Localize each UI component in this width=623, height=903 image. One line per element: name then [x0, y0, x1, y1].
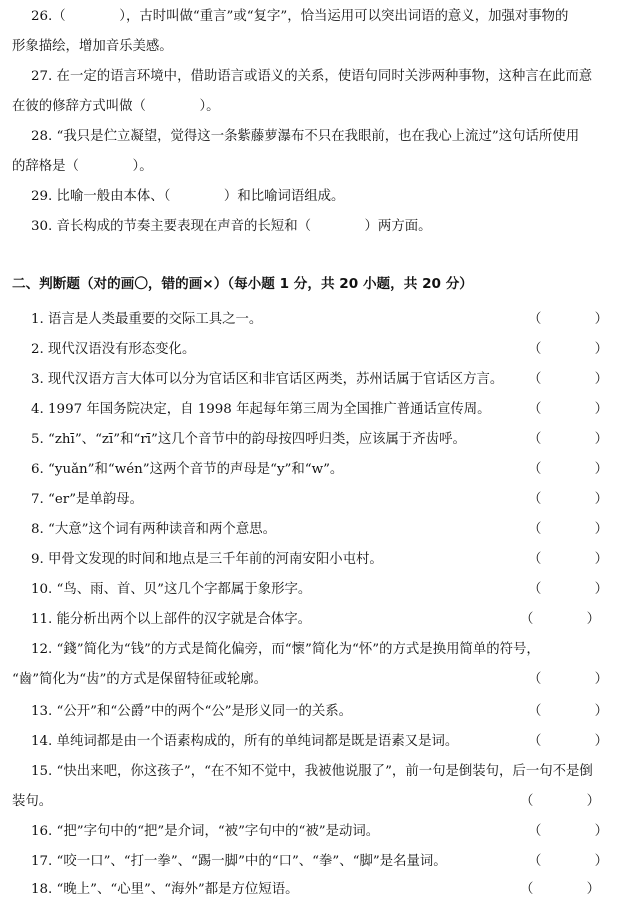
question-17: 17. “咬一口”、“打一拳”、“踢一脚”中的“口”、“拳”、“脚”是名量词。 （ ） [0, 851, 623, 873]
answer-paren[interactable]: （ ） [528, 522, 608, 537]
question-14: 14. 单纯词都是由一个语素构成的，所有的单纯词都是既是语素又是词。 （ ） [0, 731, 623, 753]
answer-paren[interactable]: （ ） [528, 734, 608, 749]
question-12-line1: 12. “錢”简化为“钱”的方式是简化偏旁，而“懷”简化为“怀”的方式是换用简单的符号， [31, 642, 540, 657]
q26-line2: 形象描绘，增加音乐美感。 [12, 39, 173, 54]
q29: 29. 比喻一般由本体、（ ）和比喻词语组成。 [31, 189, 345, 204]
q30: 30. 音长构成的节奏主要表现在声音的长短和（ ）两方面。 [31, 219, 432, 234]
question-7: 7. “er”是单韵母。 （ ） [0, 489, 623, 511]
question-4: 4. 1997 年国务院决定，自 1998 年起每年第三周为全国推广普通话宣传周。 （ ） [0, 399, 623, 421]
question-18: 18. “晚上”、“心里”、“海外”都是方位短语。 （ ） [0, 879, 623, 901]
answer-paren[interactable]: （ ） [528, 704, 608, 719]
answer-paren[interactable]: （ ） [528, 312, 608, 327]
section-title: 二、判断题（对的画〇，错的画×） [12, 276, 228, 292]
question-15-line2: 装句。 （ ） [0, 791, 623, 813]
question-16: 16. “把”字句中的“把”是介词，“被”字句中的“被”是动词。 （ ） [0, 821, 623, 843]
section-heading [0, 273, 623, 295]
question-13: 13. “公开”和“公爵”中的两个“公”是形义同一的关系。 （ ） [0, 701, 623, 723]
question-8: 8. “大意”这个词有两种读音和两个意思。 （ ） [0, 519, 623, 541]
answer-paren[interactable]: （ ） [528, 854, 608, 869]
q27-line2: 在彼的修辞方式叫做（ ）。 [12, 99, 220, 114]
answer-paren[interactable]: （ ） [528, 402, 608, 417]
answer-paren[interactable]: （ ） [528, 372, 608, 387]
answer-paren[interactable]: （ ） [528, 342, 608, 357]
question-15-line1: 15. “快出来吧，你这孩子”，“在不知不觉中，我被他说服了”，前一句是倒装句，后一句不是倒 [31, 764, 593, 779]
q28-line2: 的辞格是（ ）。 [12, 159, 153, 174]
question-5: 5. “zhī”、“zī”和“rī”这几个音节中的韵母按四呼归类，应该属于齐齿呼。 （ ） [0, 429, 623, 451]
answer-paren[interactable]: （ ） [528, 672, 608, 687]
answer-paren[interactable]: （ ） [520, 794, 600, 809]
question-10: 10. “鸟、雨、首、贝”这几个字都属于象形字。 （ ） [0, 579, 623, 601]
answer-paren[interactable]: （ ） [528, 432, 608, 447]
answer-paren[interactable]: （ ） [528, 552, 608, 567]
answer-paren[interactable]: （ ） [528, 462, 608, 477]
question-11: 11. 能分析出两个以上部件的汉字就是合体字。 （ ） [0, 609, 623, 631]
q26-line1: 26.（ ），古时叫做“重言”或“复字”，恰当运用可以突出词语的意义，加强对事物的 [31, 9, 569, 24]
answer-paren[interactable]: （ ） [528, 492, 608, 507]
question-2: 2. 现代汉语没有形态变化。 （ ） [0, 339, 623, 361]
question-12-line2: “齒”简化为“齿”的方式是保留特征或轮廓。 （ ） [0, 669, 623, 691]
section-note: （每小题 1 分，共 20 小题，共 20 分） [227, 276, 473, 292]
question-9: 9. 甲骨文发现的时间和地点是三千年前的河南安阳小屯村。 （ ） [0, 549, 623, 571]
question-3: 3. 现代汉语方言大体可以分为官话区和非官话区两类，苏州话属于官话区方言。 （ ） [0, 369, 623, 391]
q27-line1: 27. 在一定的语言环境中，借助语言或语义的关系，使语句同时关涉两种事物，这种言在此而意 [31, 69, 593, 84]
answer-paren[interactable]: （ ） [528, 582, 608, 597]
answer-paren[interactable]: （ ） [528, 824, 608, 839]
question-1: 1. 语言是人类最重要的交际工具之一。 （ ） [0, 309, 623, 331]
q28-line1: 28. “我只是伫立凝望，觉得这一条紫藤萝瀑布不只在我眼前，也在我心上流过”这句话所使用 [31, 129, 580, 144]
question-6: 6. “yuǎn”和“wén”这两个音节的声母是“y”和“w”。 （ ） [0, 459, 623, 481]
answer-paren[interactable]: （ ） [520, 612, 600, 627]
answer-paren[interactable]: （ ） [520, 882, 600, 897]
